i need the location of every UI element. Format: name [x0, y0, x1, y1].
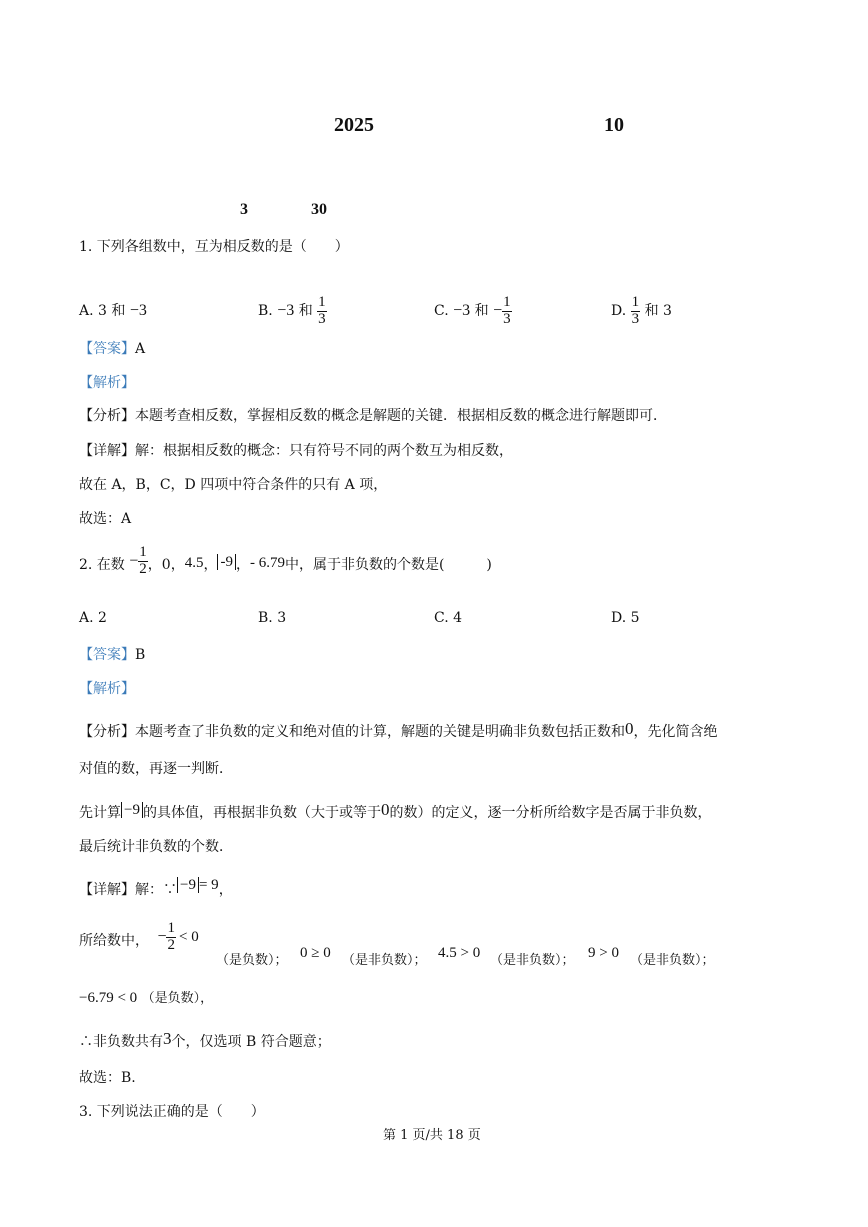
q2-detail-line: 【详解】解：∵ −9 = 9， [79, 877, 233, 898]
q1-c-and: 和 [474, 303, 489, 319]
q2-calc-line2: 最后统计非负数的个数． [79, 839, 233, 855]
q1-a-value: −3 [129, 302, 147, 319]
q1-answer [79, 338, 145, 358]
q1-d-fraction: $\frac{1}{3}$ [631, 293, 640, 327]
q2-detail-eq: = 9 [198, 877, 219, 893]
q2-e4-line [79, 987, 213, 1007]
q1-stem: 1. 下列各组数中，互为相反数的是（ ） [79, 239, 349, 255]
q2-zero1: 0 [625, 719, 634, 738]
q2-fraction: $\frac{1}{2}$ [139, 544, 147, 577]
q2-e4: −6.79 < 0 [79, 990, 138, 1006]
q2-given-sign: − [157, 928, 167, 946]
q2-neg-note: （是负数）； [216, 953, 288, 968]
q1-a-label: A. 3 和 [79, 303, 126, 319]
q2-jiexi: 【解析】 [79, 681, 135, 697]
q1-analysis: 【分析】本题考查相反数，掌握相反数的概念是解题的关键．根据相反数的概念进行解题即可． [79, 408, 667, 424]
q2-v679: - 6.79 [249, 554, 285, 571]
q1-c-label: C. [434, 303, 449, 319]
q2-answer [79, 644, 145, 664]
q2-calc-line1: 先计算 −9 的具体值，再根据非负数（大于或等于0的数）的定义，逐一分析所给数字是否属于非负数， [79, 800, 712, 821]
q2-option-c: C. 4 [434, 610, 463, 626]
q2-given-lt: < 0 [178, 928, 199, 945]
q2-calc-abs: −9 [121, 802, 143, 818]
q2-given-fraction: $\frac{1}{2}$ [167, 920, 175, 953]
q2-e1-note: （是非负数）； [342, 953, 427, 968]
q1-option-b [258, 268, 327, 327]
q1-b-fraction: $\frac{1}{3}$ [318, 293, 326, 327]
q3-stem: 3. 下列说法正确的是（ ） [79, 1104, 265, 1120]
q2-sep2: ， [203, 556, 218, 573]
q2-sign: − [129, 552, 139, 570]
q1-option-d [611, 268, 672, 327]
q1-b-label: B. [258, 303, 273, 319]
section-total: 30 [311, 201, 327, 218]
q2-abs-9: -9 [217, 554, 236, 570]
q1-detail: 【详解】解：根据相反数的概念：只有符号不同的两个数互为相反数， [79, 443, 513, 459]
q1-c-fraction: $\frac{1}{3}$ [503, 293, 511, 327]
q1-c-sign: − [493, 302, 503, 319]
q1-answer-value: A [135, 341, 146, 357]
q2-e3-note: （是非负数）； [630, 953, 715, 968]
q2-analysis-line2: 对值的数，再逐一判断． [79, 761, 233, 777]
q2-e2-note: （是非负数）； [490, 953, 575, 968]
q2-prefix: 2. 在数 [79, 556, 125, 573]
q2-option-a: A. 2 [79, 610, 107, 626]
q1-b-neg: −3 [277, 302, 295, 319]
q1-d-and: 和 3 [644, 303, 672, 319]
q1-detail-line2: 故在 A，B，C，D 四项中符合条件的只有 A 项， [79, 477, 388, 493]
q2-concl-n: 3 [163, 1029, 172, 1048]
q1-c-neg: −3 [453, 302, 471, 319]
answer-tag: 【答案】 [79, 341, 135, 357]
q2-sep1: ，0， [147, 556, 185, 573]
q2-detail-abs: −9 [177, 877, 199, 893]
q2-option-d: D. 5 [611, 610, 640, 626]
q2-e4-note: （是负数）， [141, 991, 214, 1006]
q2-zero2: 0 [380, 800, 390, 819]
q2-analysis-line1: 【分析】本题考查了非负数的定义和绝对值的计算，解题的关键是明确非负数包括正数和0，先化简含绝 [79, 719, 718, 740]
section-count: 3 [240, 201, 248, 218]
q2-choose: 故选：B. [79, 1070, 136, 1086]
q2-v45: 4.5 [184, 554, 204, 571]
q2-stem [79, 545, 492, 578]
q2-option-b: B. 3 [258, 610, 287, 626]
answer-tag: 【答案】 [79, 647, 135, 663]
q2-e3: 9 > 0 [588, 945, 619, 961]
q1-choose: 故选：A [79, 511, 132, 527]
page-footer: 第 1 页/共 18 页 [383, 1128, 481, 1143]
q2-suffix: 中，属于非负数的个数是( ) [284, 556, 492, 573]
q2-conclusion: ∴非负数共有3个，仅选项 B 符合题意； [79, 1029, 331, 1050]
q1-option-a [79, 300, 147, 320]
q2-sep3: ， [235, 556, 250, 573]
q2-e2: 4.5 > 0 [438, 945, 481, 961]
q1-jiexi: 【解析】 [79, 375, 135, 391]
q2-answer-value: B [135, 647, 146, 663]
q1-option-c [434, 268, 512, 327]
title-month: 10 [604, 114, 624, 136]
q2-e1: 0 ≥ 0 [300, 945, 331, 961]
q1-b-and: 和 [298, 303, 313, 319]
title-year: 2025 [334, 114, 374, 136]
q2-given-line: 所给数中， − $\frac{1}{2}$ < 0 [79, 920, 199, 953]
q1-d-label: D. [611, 303, 627, 319]
